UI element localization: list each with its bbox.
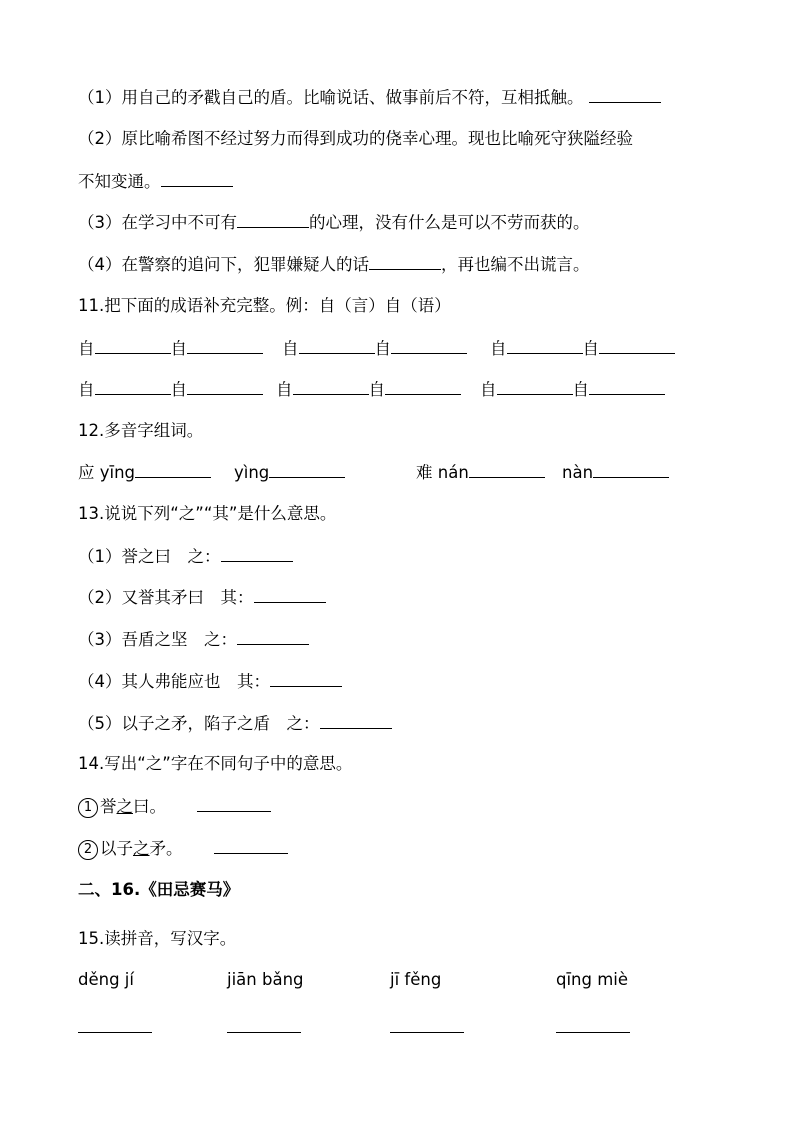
q13-item-text: （4）其人弗能应也 其： bbox=[78, 672, 270, 691]
answer-blank[interactable] bbox=[95, 337, 171, 354]
q10-item-2-text-cont: 不知变通。 bbox=[78, 172, 161, 191]
q15-title-text: 15.读拼音，写汉字。 bbox=[78, 929, 237, 948]
answer-blank[interactable] bbox=[270, 670, 342, 687]
polyphone-entry bbox=[562, 461, 669, 484]
idiom-blank-pair bbox=[480, 378, 665, 401]
q13-item bbox=[78, 586, 326, 609]
q10-item-2-text: （2）原比喻希图不经过努力而得到成功的侥幸心理。现也比喻死守狭隘经验 bbox=[78, 129, 633, 148]
idiom-blank-pair bbox=[276, 378, 461, 401]
idiom-char: 自 bbox=[374, 339, 391, 358]
answer-blank[interactable] bbox=[187, 337, 263, 354]
q10-item-2-line-1 bbox=[78, 128, 633, 150]
circled-number: 1 bbox=[78, 798, 98, 818]
pinyin: yìng bbox=[234, 463, 270, 482]
answer-blank[interactable] bbox=[187, 378, 263, 395]
pinyin: nàn bbox=[562, 463, 594, 482]
answer-blank[interactable] bbox=[221, 545, 293, 562]
idiom-char: 自 bbox=[368, 380, 385, 399]
answer-blank[interactable] bbox=[497, 378, 573, 395]
answer-blank[interactable] bbox=[95, 378, 171, 395]
q13-item bbox=[78, 670, 342, 693]
q12-title-text: 12.多音字组词。 bbox=[78, 421, 204, 440]
idiom-char: 自 bbox=[282, 339, 299, 358]
q10-item-4-post: ，再也编不出谎言。 bbox=[441, 255, 590, 274]
idiom-blank-pair bbox=[282, 337, 467, 360]
sentence-text: 以子 bbox=[100, 839, 133, 858]
q10-item-1 bbox=[78, 86, 661, 109]
answer-blank[interactable] bbox=[593, 461, 669, 478]
polyphone-entry bbox=[78, 461, 211, 484]
q10-item-3-post: 的心理，没有什么是可以不劳而获的。 bbox=[309, 213, 590, 232]
idiom-char: 自 bbox=[276, 380, 293, 399]
q10-item-4 bbox=[78, 253, 590, 276]
sentence-text: 矛。 bbox=[149, 839, 183, 858]
answer-blank[interactable] bbox=[369, 253, 441, 270]
polyphone-entry bbox=[416, 461, 545, 484]
answer-blank[interactable] bbox=[391, 337, 467, 354]
q13-title-text: 13.说说下列“之”“其”是什么意思。 bbox=[78, 504, 337, 523]
q13-title bbox=[78, 503, 336, 525]
answer-blank[interactable] bbox=[385, 378, 461, 395]
answer-blank[interactable] bbox=[214, 837, 288, 854]
q13-item-text: （5）以子之矛，陷子之盾 之： bbox=[78, 714, 320, 733]
q15-title bbox=[78, 928, 236, 950]
sentence-text: 曰。 bbox=[133, 797, 166, 816]
q13-item bbox=[78, 545, 293, 568]
answer-blank[interactable] bbox=[254, 586, 326, 603]
idiom-char: 自 bbox=[170, 380, 187, 399]
q11-title bbox=[78, 295, 451, 317]
answer-blank[interactable] bbox=[599, 337, 675, 354]
answer-blank[interactable] bbox=[237, 628, 309, 645]
answer-blank[interactable] bbox=[469, 461, 545, 478]
q11-title-text: 11.把下面的成语补充完整。例：自（言）自（语） bbox=[78, 296, 451, 315]
q13-item-text: （1）誉之曰 之： bbox=[78, 547, 221, 566]
answer-blank[interactable] bbox=[135, 461, 211, 478]
underlined-char: 之 bbox=[133, 839, 150, 858]
answer-blank[interactable] bbox=[589, 378, 665, 395]
q14-title bbox=[78, 753, 352, 775]
polyphone-char: 应 bbox=[78, 463, 95, 482]
idiom-char: 自 bbox=[78, 380, 95, 399]
pinyin-prompt: qīng miè bbox=[556, 970, 629, 989]
answer-blank[interactable] bbox=[293, 378, 369, 395]
q13-item-text: （2）又誉其矛曰 其： bbox=[78, 588, 254, 607]
polyphone-char: 难 bbox=[416, 463, 433, 482]
section-heading-text: 二、16.《田忌赛马》 bbox=[78, 880, 240, 899]
idiom-char: 自 bbox=[78, 339, 95, 358]
hanzi-answer-blank[interactable] bbox=[227, 1016, 301, 1039]
pinyin-prompt: jī fěng bbox=[390, 970, 442, 989]
section-heading bbox=[78, 879, 239, 901]
answer-blank[interactable] bbox=[589, 86, 661, 103]
q14-title-text: 14.写出“之”字在不同句子中的意思。 bbox=[78, 754, 353, 773]
q10-item-2-line-2 bbox=[78, 170, 233, 193]
idiom-char: 自 bbox=[582, 339, 599, 358]
pinyin-prompt: děng jí bbox=[78, 970, 134, 989]
idiom-blank-pair bbox=[490, 337, 675, 360]
answer-blank[interactable] bbox=[237, 211, 309, 228]
answer-blank[interactable] bbox=[320, 712, 392, 729]
idiom-char: 自 bbox=[572, 380, 589, 399]
q10-item-3 bbox=[78, 211, 590, 234]
q14-sentence-1 bbox=[78, 795, 271, 818]
hanzi-answer-blank[interactable] bbox=[78, 1016, 152, 1039]
circled-number: 2 bbox=[78, 840, 98, 860]
q10-item-4-pre: （4）在警察的追问下，犯罪嫌疑人的话 bbox=[78, 255, 369, 274]
polyphone-entry bbox=[234, 461, 345, 484]
q13-item-text: （3）吾盾之坚 之： bbox=[78, 630, 237, 649]
hanzi-answer-blank[interactable] bbox=[556, 1016, 630, 1039]
idiom-blank-pair bbox=[78, 378, 263, 401]
answer-blank[interactable] bbox=[269, 461, 345, 478]
answer-blank[interactable] bbox=[299, 337, 375, 354]
answer-blank[interactable] bbox=[161, 170, 233, 187]
q10-item-3-pre: （3）在学习中不可有 bbox=[78, 213, 237, 232]
idiom-char: 自 bbox=[490, 339, 507, 358]
pinyin-prompt: jiān bǎng bbox=[227, 970, 304, 989]
q13-item bbox=[78, 628, 309, 651]
idiom-char: 自 bbox=[480, 380, 497, 399]
sentence-text: 誉 bbox=[100, 797, 117, 816]
underlined-char: 之 bbox=[116, 797, 133, 816]
q10-item-1-text: （1）用自己的矛戳自己的盾。比喻说话、做事前后不符，互相抵触。 bbox=[78, 88, 584, 107]
idiom-char: 自 bbox=[170, 339, 187, 358]
hanzi-answer-blank[interactable] bbox=[390, 1016, 464, 1039]
q12-title bbox=[78, 420, 203, 442]
pinyin: nán bbox=[437, 463, 469, 482]
q13-item bbox=[78, 712, 392, 735]
answer-blank[interactable] bbox=[507, 337, 583, 354]
answer-blank[interactable] bbox=[197, 795, 271, 812]
idiom-blank-pair bbox=[78, 337, 263, 360]
q14-sentence-2 bbox=[78, 837, 288, 860]
pinyin: yīng bbox=[99, 463, 136, 482]
